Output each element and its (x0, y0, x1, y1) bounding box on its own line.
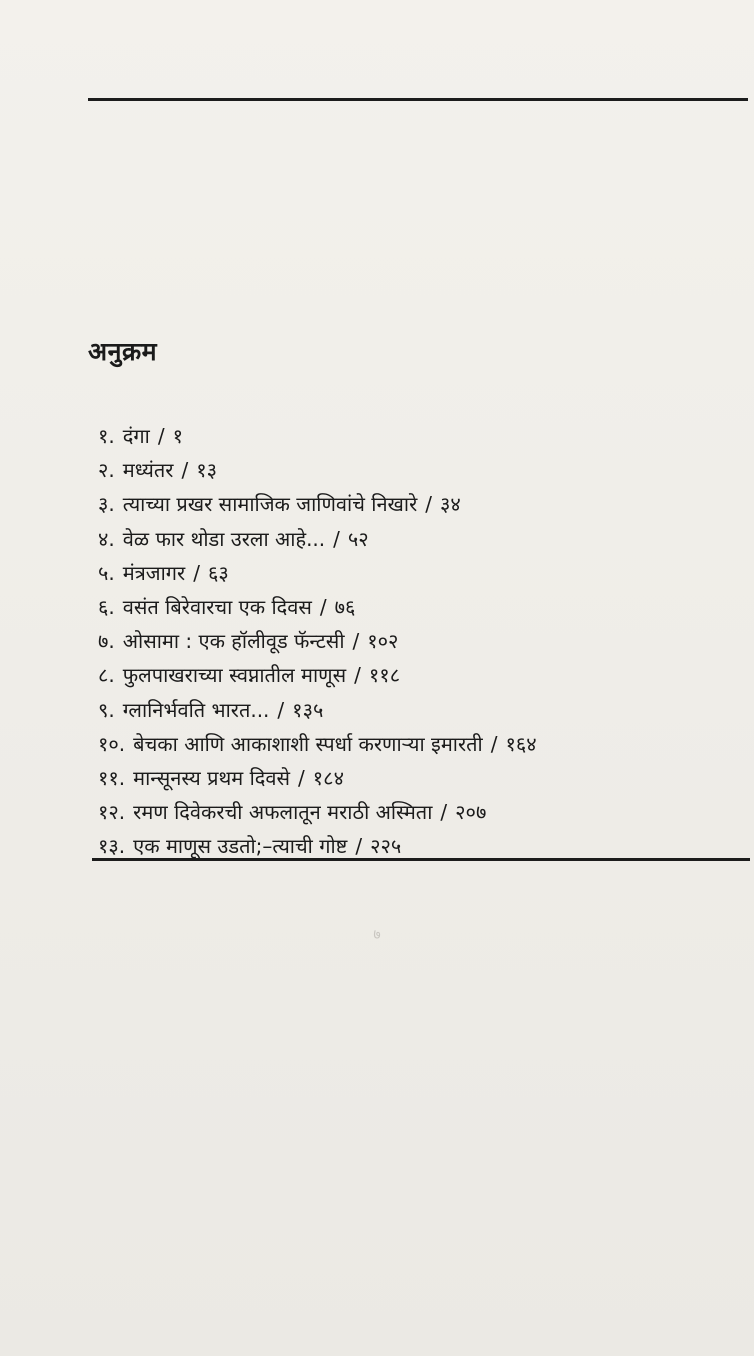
toc-entry-number: ७. (98, 629, 115, 654)
toc-entry-title: ओसामा : एक हॉलीवूड फॅन्टसी (122, 629, 345, 654)
toc-separator: / (354, 663, 361, 688)
toc-entry-number: १३. (98, 834, 126, 859)
toc-entry (98, 487, 738, 521)
toc-entry (98, 453, 738, 487)
toc-entry-title: वेळ फार थोडा उरला आहे... (122, 526, 326, 551)
toc-separator: / (157, 424, 165, 448)
toc-entry-number: ३. (98, 492, 115, 517)
toc-entry-page: १३५ (292, 697, 324, 722)
toc-entry (98, 590, 738, 624)
toc-entry (98, 556, 738, 590)
toc-entry-number: ८. (98, 663, 115, 688)
toc-entry-title: बेचका आणि आकाशाशी स्पर्धा करणाऱ्या इमारती (133, 731, 483, 756)
toc-separator: / (333, 526, 340, 551)
toc-entry-title: फुलपाखराच्या स्वप्नातील माणूस (122, 663, 347, 688)
toc-entry-page: ६३ (207, 560, 229, 585)
toc-entry-number: १. (98, 424, 115, 448)
toc-entry (98, 693, 738, 727)
toc-entry-number: १२. (98, 800, 126, 825)
bottom-rule (92, 858, 750, 861)
toc-separator: / (298, 765, 305, 790)
toc-entry-page: ५२ (347, 526, 369, 551)
toc-entry-title: ग्लानिर्भवति भारत... (122, 697, 270, 722)
toc-entry-page: १३ (196, 458, 217, 483)
toc-entry (98, 795, 738, 829)
toc-entry-number: ११. (98, 765, 126, 790)
toc-entry-page: १८४ (312, 765, 344, 790)
contents-heading: अनुक्रम (88, 337, 158, 366)
toc-entry-title: मान्सूनस्य प्रथम दिवसे (133, 765, 291, 790)
toc-entry-title: रमण दिवेकरची अफलातून मराठी अस्मिता (133, 800, 433, 825)
page-number: ७ (373, 927, 381, 943)
toc-entry-title: मध्यंतर (122, 458, 174, 483)
toc-entry-page: ३४ (440, 492, 461, 517)
toc-entry-number: १०. (98, 731, 126, 756)
toc-separator: / (193, 560, 200, 585)
toc-entry-number: ४. (98, 526, 115, 551)
toc-entry (98, 624, 738, 658)
toc-entry-page: १६४ (505, 731, 537, 756)
toc-separator: / (352, 629, 360, 654)
toc-separator: / (277, 697, 285, 722)
toc-entry-number: ९. (98, 697, 115, 722)
toc-separator: / (490, 731, 498, 756)
toc-entry-title: वसंत बिरेवारचा एक दिवस (122, 594, 312, 619)
toc-entry-page: ११८ (368, 663, 401, 688)
toc-entry-page: १०२ (367, 629, 399, 654)
toc-entry (98, 727, 738, 761)
toc-separator: / (440, 800, 448, 825)
toc-entry-number: २. (98, 458, 115, 483)
toc-entry-page: ७६ (334, 594, 356, 619)
top-rule (88, 98, 748, 101)
toc-entry-number: ६. (98, 594, 115, 619)
toc-entry (98, 761, 738, 795)
toc-entry-number: ५. (98, 560, 115, 585)
toc-entry (98, 419, 738, 453)
toc-separator: / (181, 458, 189, 483)
toc-entry-title: त्याच्या प्रखर सामाजिक जाणिवांचे निखारे (122, 492, 418, 517)
toc-entry (98, 658, 738, 692)
toc-separator: / (355, 834, 363, 859)
toc-entry-title: मंत्रजागर (122, 560, 186, 585)
toc-entry-title: एक माणूस उडतो;–त्याची गोष्ट (133, 834, 348, 859)
toc-entry-title: दंगा (122, 424, 150, 448)
toc-separator: / (319, 594, 327, 619)
toc-separator: / (425, 492, 433, 517)
toc-entry-page: २२५ (370, 834, 402, 859)
toc-entry-page: १ (172, 424, 183, 448)
toc-entry (98, 522, 738, 556)
table-of-contents (98, 419, 738, 863)
toc-entry-page: २०७ (455, 800, 487, 825)
